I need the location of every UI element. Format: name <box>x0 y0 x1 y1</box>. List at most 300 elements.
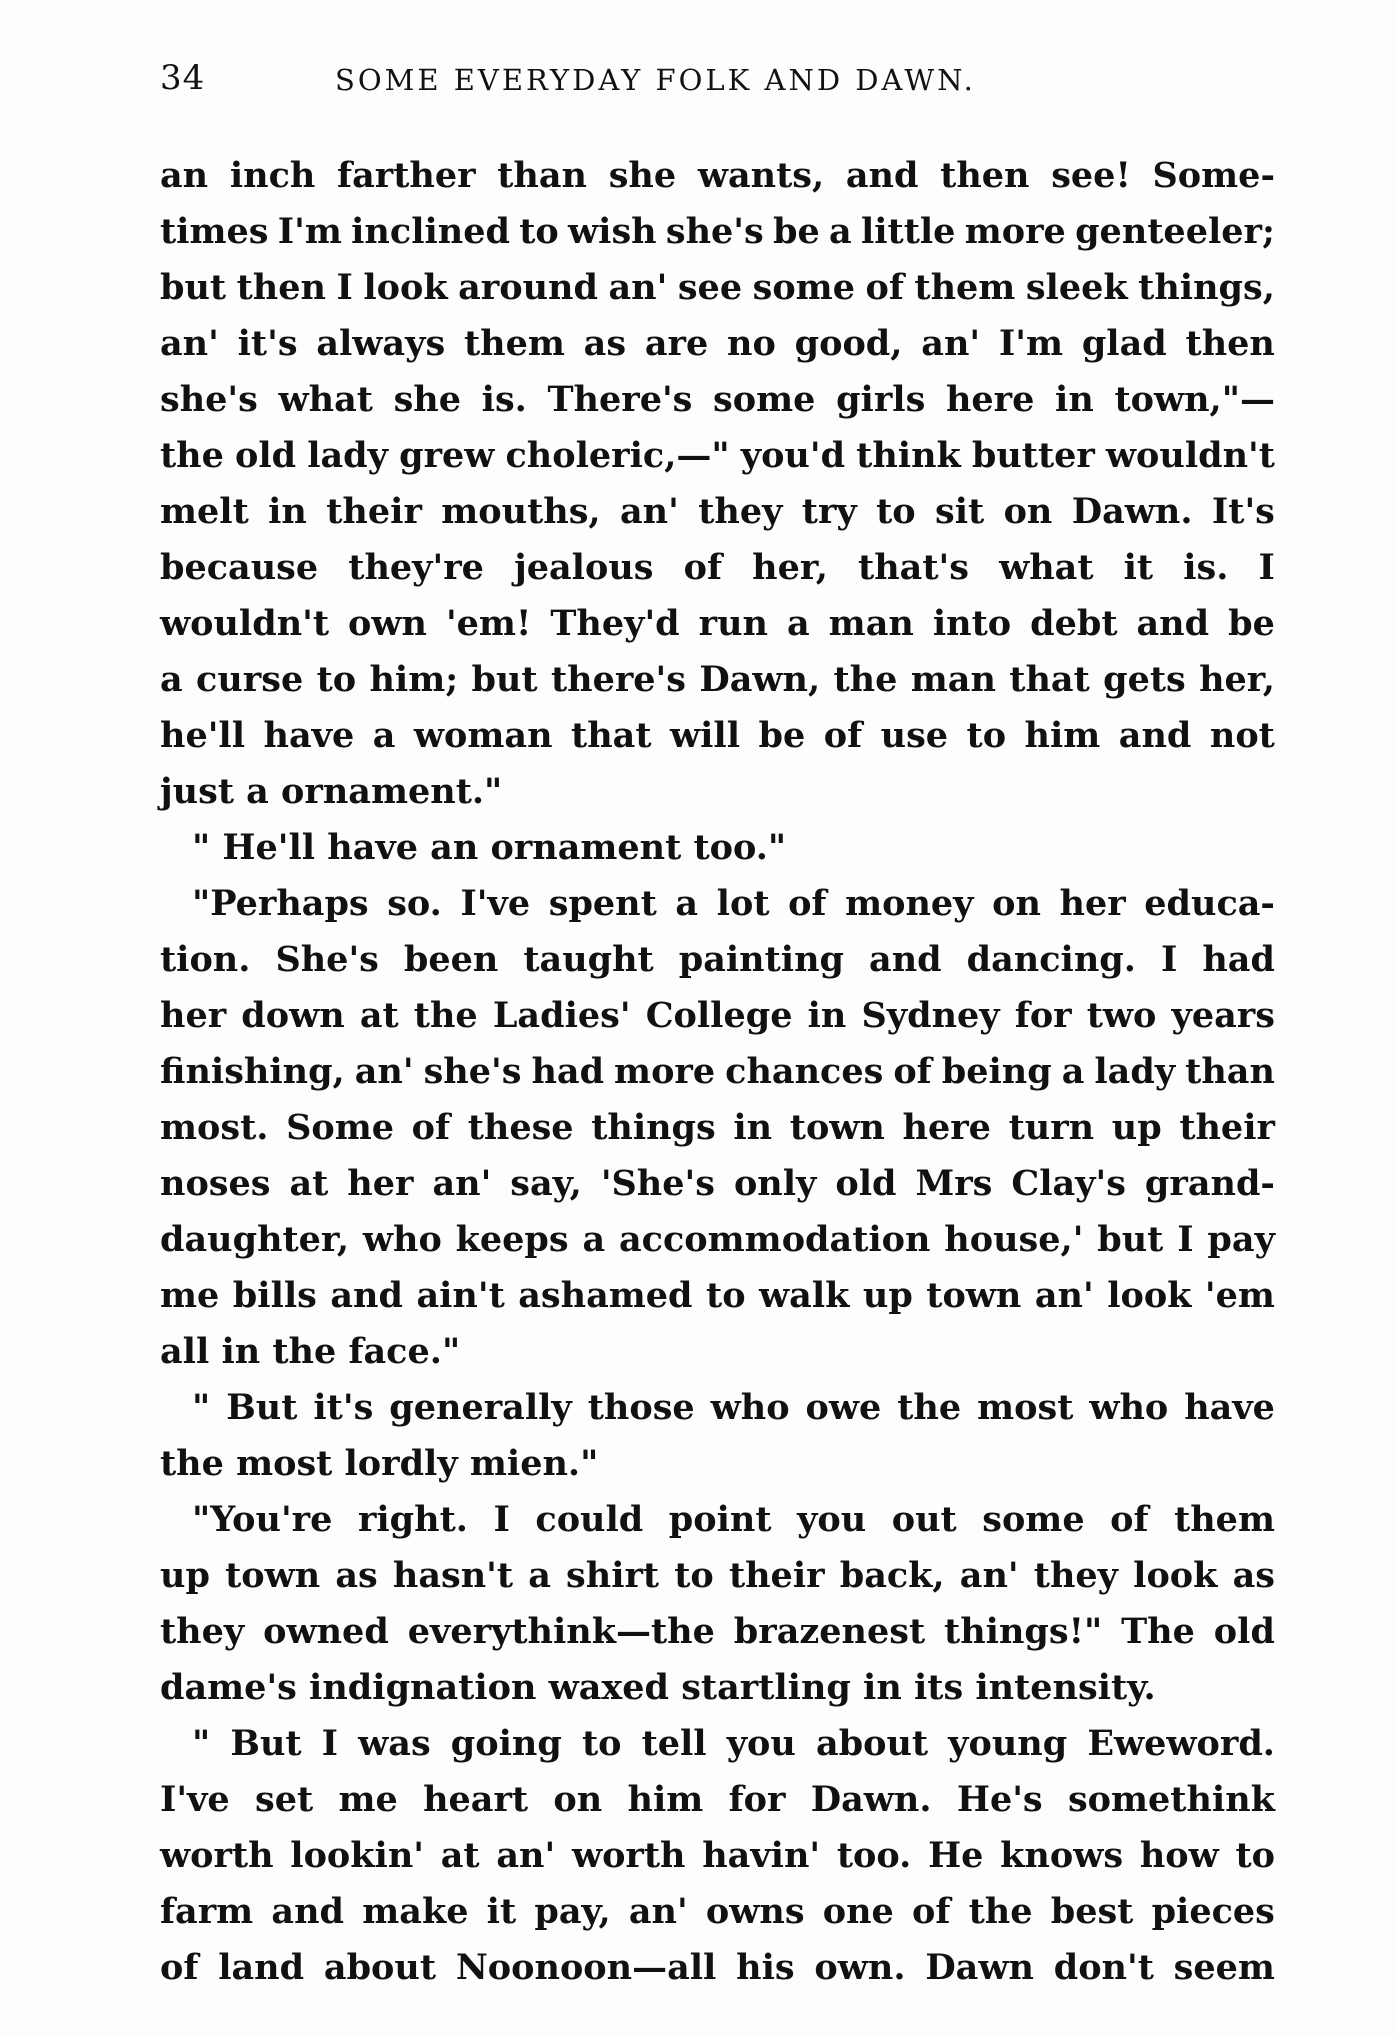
text-line <box>160 1604 1275 1660</box>
word: an <box>160 155 209 196</box>
text-line <box>160 148 1275 204</box>
word: a <box>829 211 852 252</box>
word: who <box>362 1219 442 1260</box>
word: on <box>992 883 1041 924</box>
word: heart <box>423 1779 529 1820</box>
word: But <box>226 1387 298 1428</box>
word: two <box>1086 995 1157 1036</box>
word: She's <box>275 939 379 980</box>
word: how <box>1139 1835 1219 1876</box>
word: and <box>869 939 942 980</box>
word: the <box>897 1387 962 1428</box>
word: years <box>1171 995 1275 1036</box>
word: old <box>1213 1611 1275 1652</box>
word: things, <box>1138 267 1275 308</box>
text-line <box>160 1884 1275 1940</box>
word: that <box>1009 659 1090 700</box>
word: debt <box>1030 603 1118 644</box>
word: "You're <box>192 1499 333 1540</box>
word: are <box>644 323 709 364</box>
word: Dawn, <box>699 659 821 700</box>
word: it's <box>237 323 298 364</box>
word: ain't <box>416 1275 505 1316</box>
word: dancing. <box>966 939 1136 980</box>
word: use <box>880 715 949 756</box>
word: Sydney <box>861 995 1000 1036</box>
word: generally <box>389 1387 572 1428</box>
word: me <box>338 1779 398 1820</box>
word: back, <box>839 1555 945 1596</box>
word: Dawn. <box>810 1779 932 1820</box>
word: I <box>336 267 353 308</box>
word: man <box>828 603 914 644</box>
word: ashamed <box>518 1275 693 1316</box>
word: have <box>1184 1387 1275 1428</box>
word: their <box>326 491 422 532</box>
word: out <box>891 1499 957 1540</box>
word: try <box>801 491 857 532</box>
word: than <box>1185 1051 1275 1092</box>
word: " <box>192 1723 211 1764</box>
word: genteeler; <box>1075 211 1275 252</box>
word: that's <box>858 547 969 588</box>
word: Ladies' <box>492 995 631 1036</box>
word: set <box>255 1779 314 1820</box>
word: girls <box>836 379 926 420</box>
word: town <box>789 1107 885 1148</box>
word: have <box>263 715 355 756</box>
running-head <box>160 58 1270 108</box>
word: Clay's <box>1011 1163 1126 1204</box>
word: things <box>591 1107 716 1148</box>
word: Mrs <box>915 1163 993 1204</box>
word: of <box>160 1947 199 1988</box>
word: Some <box>286 1107 395 1148</box>
word: worth <box>571 1835 686 1876</box>
word: them <box>463 323 565 364</box>
word: only <box>733 1163 817 1204</box>
word: pay <box>1207 1219 1275 1260</box>
word: him; <box>369 659 459 700</box>
text-line <box>160 988 1275 1044</box>
word: is. <box>481 379 527 420</box>
word: curse <box>196 659 304 700</box>
word: The <box>1121 1611 1195 1652</box>
word: to <box>581 1723 622 1764</box>
word: to <box>519 211 559 252</box>
word: money <box>845 883 974 924</box>
text-line <box>160 372 1275 428</box>
word: havin' <box>702 1835 821 1876</box>
word: of <box>788 883 827 924</box>
text-line: all in the face." <box>160 1331 461 1372</box>
word: I <box>1177 1219 1194 1260</box>
word: because <box>160 547 319 588</box>
text-line <box>160 260 1275 316</box>
text-line: the most lordly mien." <box>160 1443 599 1484</box>
word: 'She's <box>600 1163 715 1204</box>
word: it's <box>313 1387 374 1428</box>
word: inch <box>229 155 316 196</box>
word: grand- <box>1144 1163 1275 1204</box>
word: some <box>713 379 816 420</box>
word: grew <box>399 435 495 476</box>
word: down <box>241 995 345 1036</box>
word: she <box>608 155 677 196</box>
word: to <box>876 491 916 532</box>
word: I <box>1258 547 1275 588</box>
word: tion. <box>160 939 251 980</box>
word: town,"— <box>1114 379 1275 420</box>
word: in <box>1055 379 1094 420</box>
word: house,' <box>944 1219 1084 1260</box>
word: she's <box>160 379 258 420</box>
word: be <box>1228 603 1275 644</box>
word: and <box>330 1275 403 1316</box>
word: of <box>865 267 904 308</box>
word: she's <box>665 211 764 252</box>
word: not <box>1209 715 1275 756</box>
text-line <box>160 1268 1275 1324</box>
word: could <box>535 1499 644 1540</box>
word: finishing, <box>160 1051 345 1092</box>
page-number: 34 <box>160 58 206 98</box>
text-line <box>160 1716 1275 1772</box>
word: had <box>531 1051 605 1092</box>
word: of <box>893 1051 932 1092</box>
word: town <box>926 1275 1022 1316</box>
word: daughter, <box>160 1219 350 1260</box>
text-line <box>160 1548 1275 1604</box>
word: them <box>1174 1499 1275 1540</box>
word: an' <box>354 1051 414 1092</box>
word: I <box>321 1723 339 1764</box>
word: somethink <box>1067 1779 1275 1820</box>
word: hasn't <box>392 1555 514 1596</box>
word: to <box>1235 1835 1275 1876</box>
text-line <box>160 596 1275 652</box>
word: don't <box>1053 1947 1154 1988</box>
word: lot <box>716 883 770 924</box>
word: as <box>1232 1555 1275 1596</box>
word: up <box>862 1275 913 1316</box>
word: an' <box>432 1163 492 1204</box>
word: keeps <box>455 1219 569 1260</box>
text-line <box>160 540 1275 596</box>
word: see <box>677 267 743 308</box>
word: some <box>982 1499 1085 1540</box>
word: own <box>348 603 427 644</box>
word: gets <box>1103 659 1186 700</box>
word: old <box>234 435 297 476</box>
word: jealous <box>514 547 654 588</box>
word: being <box>941 1051 1052 1092</box>
word: had <box>1202 939 1275 980</box>
word: to <box>316 659 357 700</box>
word: I've <box>160 1779 230 1820</box>
word: point <box>668 1499 772 1540</box>
word: walk <box>759 1275 850 1316</box>
text-line <box>160 484 1275 540</box>
word: of <box>411 1107 451 1148</box>
word: up <box>160 1555 210 1596</box>
word: best <box>1050 1891 1134 1932</box>
word: as <box>335 1555 378 1596</box>
word: lady <box>307 435 388 476</box>
word: an' <box>619 491 679 532</box>
word: I'm <box>277 211 342 252</box>
word: a <box>160 659 183 700</box>
word: pay, <box>534 1891 611 1932</box>
word: educa- <box>1144 883 1275 924</box>
word: of <box>1110 1499 1149 1540</box>
word: what <box>278 379 373 420</box>
word: me <box>160 1275 220 1316</box>
word: think <box>856 435 961 476</box>
word: woman <box>413 715 553 756</box>
text-line <box>160 876 1275 932</box>
word: been <box>403 939 499 980</box>
word: was <box>358 1723 431 1764</box>
text-line <box>160 1156 1275 1212</box>
word: those <box>587 1387 695 1428</box>
word: who <box>710 1387 790 1428</box>
word: say, <box>510 1163 582 1204</box>
word: more <box>614 1051 716 1092</box>
word: be <box>758 715 806 756</box>
word: be <box>772 211 820 252</box>
word: farther <box>337 155 476 196</box>
word: noses <box>160 1163 271 1204</box>
word: an' <box>1034 1275 1094 1316</box>
word: here <box>945 379 1035 420</box>
word: it <box>486 1891 517 1932</box>
word: owned <box>263 1611 389 1652</box>
word: Some- <box>1152 155 1275 196</box>
text-line: " He'll have an ornament too." <box>192 827 787 868</box>
word: 'em! <box>445 603 532 644</box>
word: wants, <box>697 155 825 196</box>
word: look <box>1107 1275 1192 1316</box>
word: here <box>902 1107 991 1148</box>
word: more <box>964 211 1066 252</box>
word: and <box>271 1891 345 1932</box>
word: but <box>1097 1219 1164 1260</box>
word: the <box>968 1891 1033 1932</box>
word: always <box>316 323 446 364</box>
word: Dawn. <box>1071 491 1193 532</box>
text-line <box>160 1212 1275 1268</box>
word: you <box>726 1723 796 1764</box>
word: old <box>835 1163 897 1204</box>
word: so. <box>387 883 442 924</box>
word: Eweword. <box>1087 1723 1275 1764</box>
word: of <box>912 1891 951 1932</box>
word: of <box>823 715 863 756</box>
word: right. <box>357 1499 468 1540</box>
word: He's <box>956 1779 1043 1820</box>
word: will <box>669 715 741 756</box>
word: no <box>727 323 776 364</box>
text-line <box>160 1940 1275 1996</box>
word: wouldn't <box>1105 435 1275 476</box>
word: shirt <box>566 1555 660 1596</box>
word: little <box>860 211 956 252</box>
word: you'd <box>740 435 846 476</box>
word: an' <box>608 267 668 308</box>
word: I'm <box>998 323 1064 364</box>
text-line <box>160 708 1275 764</box>
text-line <box>160 1492 1275 1548</box>
word: about <box>815 1723 929 1764</box>
word: about <box>323 1947 437 1988</box>
word: you <box>797 1499 867 1540</box>
text-line <box>160 1044 1275 1100</box>
word: Noonoon—all <box>455 1947 717 1988</box>
word: around <box>458 267 598 308</box>
word: turn <box>1008 1107 1095 1148</box>
word: "Perhaps <box>192 883 369 924</box>
word: he'll <box>160 715 246 756</box>
word: of <box>683 547 722 588</box>
word: worth <box>160 1835 274 1876</box>
text-line <box>160 428 1275 484</box>
word: lookin' <box>290 1835 424 1876</box>
word: He <box>928 1835 984 1876</box>
word: land <box>218 1947 305 1988</box>
word: one <box>822 1891 894 1932</box>
word: a <box>786 603 810 644</box>
word: accommodation <box>618 1219 931 1260</box>
word: it <box>1123 547 1154 588</box>
word: look <box>1133 1555 1218 1596</box>
word: his <box>736 1947 795 1988</box>
text-line <box>160 1380 1275 1436</box>
word: but <box>471 659 538 700</box>
word: she <box>393 379 461 420</box>
running-head-title: SOME EVERYDAY FOLK AND DAWN. <box>335 63 976 97</box>
word: and <box>1136 603 1210 644</box>
word: that <box>571 715 652 756</box>
word: and <box>1118 715 1192 756</box>
word: at <box>359 995 399 1036</box>
word: an' <box>160 323 219 364</box>
word: brazenest <box>733 1611 926 1652</box>
word: to <box>706 1275 746 1316</box>
word: farm <box>160 1891 254 1932</box>
word: than <box>497 155 587 196</box>
word: a <box>675 883 699 924</box>
word: make <box>362 1891 469 1932</box>
word: up <box>1111 1107 1162 1148</box>
word: a <box>372 715 396 756</box>
word: an' <box>921 323 981 364</box>
word: I've <box>460 883 531 924</box>
word: bills <box>232 1275 317 1316</box>
text-line <box>160 316 1275 372</box>
word: spent <box>548 883 657 924</box>
word: at <box>289 1163 329 1204</box>
word: look <box>363 267 448 308</box>
word: It's <box>1211 491 1275 532</box>
word: going <box>450 1723 562 1764</box>
word: some <box>752 267 855 308</box>
word: an' <box>959 1555 1019 1596</box>
word: everythink—the <box>407 1611 715 1652</box>
word: 'em <box>1204 1275 1275 1316</box>
word: town <box>225 1555 321 1596</box>
word: choleric,—" <box>505 435 730 476</box>
word: tell <box>641 1723 707 1764</box>
word: wouldn't <box>160 603 330 644</box>
word: man <box>910 659 996 700</box>
word: an' <box>628 1891 688 1932</box>
word: I <box>1160 939 1178 980</box>
word: them <box>914 267 1016 308</box>
word: Dawn <box>925 1947 1034 1988</box>
word: They'd <box>550 603 680 644</box>
word: pieces <box>1151 1891 1275 1932</box>
word: most. <box>160 1107 269 1148</box>
word: is. <box>1183 547 1229 588</box>
text-line <box>160 1828 1275 1884</box>
word: glad <box>1081 323 1167 364</box>
word: run <box>698 603 768 644</box>
word: melt <box>160 491 249 532</box>
word: as <box>583 323 627 364</box>
word: then <box>236 267 326 308</box>
word: him <box>1024 715 1101 756</box>
text-line <box>160 1772 1275 1828</box>
word: their <box>728 1555 825 1596</box>
word: and <box>845 155 919 196</box>
word: painting <box>678 939 845 980</box>
word: a <box>528 1555 551 1596</box>
word: her <box>160 995 227 1036</box>
word: on <box>1003 491 1053 532</box>
word: a <box>582 1219 606 1260</box>
word: knows <box>1000 1835 1124 1876</box>
word: then <box>940 155 1030 196</box>
word: taught <box>523 939 654 980</box>
word: butter <box>971 435 1095 476</box>
word: College <box>645 995 793 1036</box>
word: seem <box>1173 1947 1275 1988</box>
word: good, <box>794 323 903 364</box>
word: I <box>493 1499 510 1540</box>
word: times <box>160 211 269 252</box>
word: inclined <box>351 211 510 252</box>
text-line <box>160 932 1275 988</box>
word: into <box>932 603 1012 644</box>
word: a <box>1061 1051 1085 1092</box>
word: she's <box>423 1051 522 1092</box>
word: their <box>1179 1107 1275 1148</box>
word: sit <box>935 491 985 532</box>
word: her <box>1059 883 1126 924</box>
word: own. <box>814 1947 906 1988</box>
word: things!" <box>944 1611 1103 1652</box>
word: lady <box>1094 1051 1176 1092</box>
word: owns <box>705 1891 805 1932</box>
word: who <box>1089 1387 1169 1428</box>
word: her <box>347 1163 414 1204</box>
word: they <box>1033 1555 1118 1596</box>
word: they <box>698 491 783 532</box>
word: too. <box>836 1835 912 1876</box>
word: wish <box>568 211 657 252</box>
word: they're <box>348 547 484 588</box>
